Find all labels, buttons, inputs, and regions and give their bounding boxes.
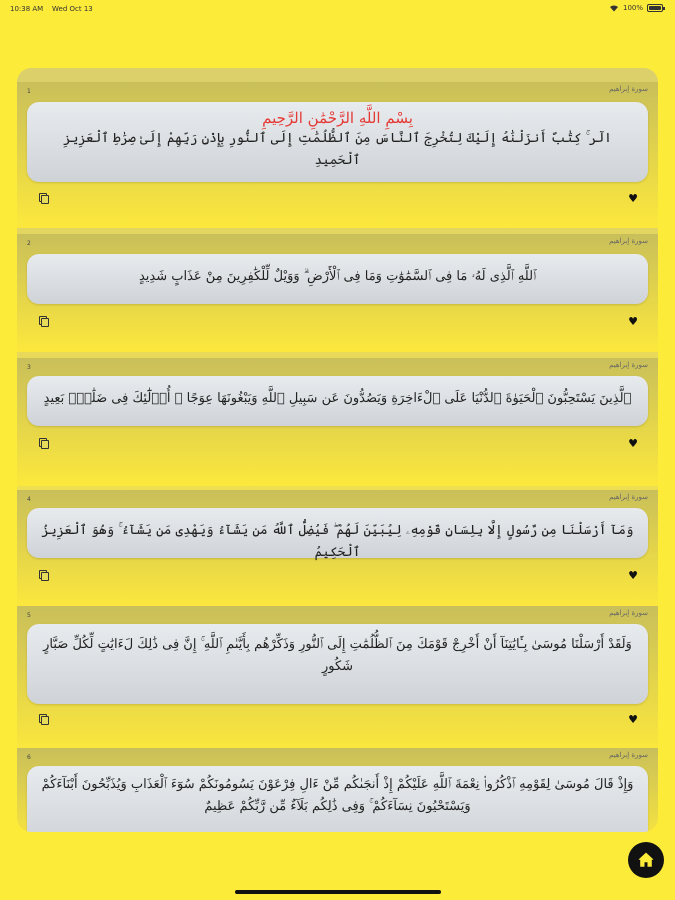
home-button[interactable] [628, 842, 664, 878]
verse-item [17, 234, 658, 352]
verse-number: 5 [27, 612, 31, 619]
verse-item [17, 490, 658, 608]
verses-list[interactable] [17, 68, 658, 832]
verse-card[interactable] [27, 624, 648, 704]
verse-card[interactable] [27, 508, 648, 558]
copy-icon[interactable] [39, 714, 47, 723]
heart-icon[interactable]: ♥ [628, 315, 638, 328]
status-date: Wed Oct 13 [52, 5, 93, 13]
copy-icon[interactable] [39, 570, 47, 579]
verse-text: ٱلَّذِينَ يَسْتَحِبُّونَ ٱلْحَيَوٰةَ ٱلدُّنْيَا عَلَى ٱلْءَاخِرَةِ وَيَصُدُّونَ عَن سَبِيلِ ٱللَّهِ وَيَبْغُونَهَا عِوَجًا ۚ أُو۟لَٰٓئِكَ فِى ضَلَٰلٍۭ بَعِيدٍ [43, 391, 632, 406]
bismillah: بِسْمِ اللَّهِ الرَّحْمَٰنِ الرَّحِيمِ [262, 109, 413, 127]
copy-icon[interactable] [39, 193, 47, 202]
heart-icon[interactable]: ♥ [628, 569, 638, 582]
verse-number: 3 [27, 364, 31, 371]
heart-icon[interactable]: ♥ [628, 713, 638, 726]
status-bar [0, 0, 675, 18]
verse-item [17, 748, 658, 832]
heart-icon[interactable]: ♥ [628, 192, 638, 205]
surah-name: سورة إبراهيم [609, 493, 648, 501]
verse-text: الٓر ۚ كِتَٰبٌ أَنزَلْنَٰهُ إِلَيْكَ لِتُخْرِجَ ٱلنَّاسَ مِنَ ٱلظُّلُمَٰتِ إِلَى ٱلنُّورِ بِإِذْنِ رَبِّهِمْ إِلَىٰ صِرَٰطِ ٱلْعَزِيزِ ٱلْحَمِيدِ [63, 131, 612, 168]
status-indicators [609, 4, 663, 12]
surah-name: سورة إبراهيم [609, 751, 648, 759]
verse-text: وَإِذْ قَالَ مُوسَىٰ لِقَوْمِهِ ٱذْكُرُوا۟ نِعْمَةَ ٱللَّهِ عَلَيْكُمْ إِذْ أَنجَىٰكُم مِّنْ ءَالِ فِرْعَوْنَ يَسُومُونَكُمْ سُوٓءَ ٱلْعَذَابِ وَيُذَبِّحُونَ أَبْنَآءَكُمْ وَيَسْتَحْيُونَ نِسَآءَكُمْ ۚ وَفِى ذَٰلِكُم بَلَآءٌ مِّن رَّبِّكُمْ عَظِيمٌ [41, 777, 634, 814]
verse-text: وَمَآ أَرْسَلْنَا مِن رَّسُولٍ إِلَّا بِلِسَانِ قَوْمِهِۦ لِيُبَيِّنَ لَهُمْ ۖ فَيُضِلُّ ٱللَّهُ مَن يَشَآءُ وَيَهْدِى مَن يَشَآءُ ۚ وَهُوَ ٱلْعَزِيزُ ٱلْحَكِيمُ [41, 523, 634, 560]
verse-card[interactable] [27, 376, 648, 426]
verse-text: ٱللَّهِ ٱلَّذِى لَهُۥ مَا فِى ٱلسَّمَٰوَٰتِ وَمَا فِى ٱلْأَرْضِ ۗ وَوَيْلٌ لِّلْكَٰفِرِينَ مِنْ عَذَابٍ شَدِيدٍ [138, 269, 537, 284]
copy-icon[interactable] [39, 316, 47, 325]
surah-name: سورة إبراهيم [609, 361, 648, 369]
surah-name: سورة إبراهيم [609, 609, 648, 617]
verse-card[interactable] [27, 766, 648, 832]
surah-name: سورة إبراهيم [609, 237, 648, 245]
status-time: 10:38 AM [10, 5, 44, 13]
copy-icon[interactable] [39, 438, 47, 447]
battery-percent: 100% [622, 4, 643, 12]
battery-icon [647, 4, 663, 12]
verse-card[interactable] [27, 102, 648, 182]
verse-number: 4 [27, 496, 31, 503]
verse-item [17, 358, 658, 486]
home-indicator[interactable] [235, 890, 441, 894]
verse-item [17, 82, 658, 228]
verse-card[interactable] [27, 254, 648, 304]
verse-item [17, 606, 658, 754]
surah-name: سورة إبراهيم [609, 85, 648, 93]
verse-text: وَلَقَدْ أَرْسَلْنَا مُوسَىٰ بِـَٔايَٰتِنَآ أَنْ أَخْرِجْ قَوْمَكَ مِنَ ٱلظُّلُمَٰتِ إِلَى ٱلنُّورِ وَذَكِّرْهُم بِأَيَّىٰمِ ٱللَّهِ ۚ إِنَّ فِى ذَٰلِكَ لَءَايَٰتٍ لِّكُلِّ صَبَّارٍ شَكُورٍ [43, 637, 632, 674]
verse-number: 1 [27, 88, 31, 95]
heart-icon[interactable]: ♥ [628, 437, 638, 450]
verse-number: 2 [27, 240, 31, 247]
wifi-icon [609, 4, 619, 12]
verse-number: 6 [27, 754, 31, 761]
home-icon [637, 851, 655, 869]
